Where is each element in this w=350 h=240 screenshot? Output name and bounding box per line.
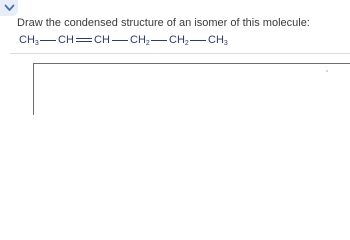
answer-drawing-area[interactable] [33,63,350,115]
single-bond [40,40,56,41]
chevron-down-icon [4,4,15,12]
group-ch3-start: $CH_3$ [19,34,39,47]
group-ch2-1: $CH_2$ [130,34,150,47]
molecule-formula [19,33,249,49]
group-ch-1: CH [58,34,74,46]
single-bond [112,40,128,41]
group-ch2-2: $CH_2$ [169,34,189,47]
cursor-dot [326,70,328,72]
double-bond-lower [76,41,92,42]
group-ch3-end: $CH_3$ [208,34,228,47]
collapse-toggle[interactable] [0,0,18,16]
section-divider [10,53,350,54]
single-bond [151,40,167,41]
single-bond [190,40,206,41]
double-bond-upper [76,38,92,39]
group-ch-2: CH [94,34,110,46]
question-prompt: Draw the condensed structure of an isomer of this molecule: [17,17,310,29]
